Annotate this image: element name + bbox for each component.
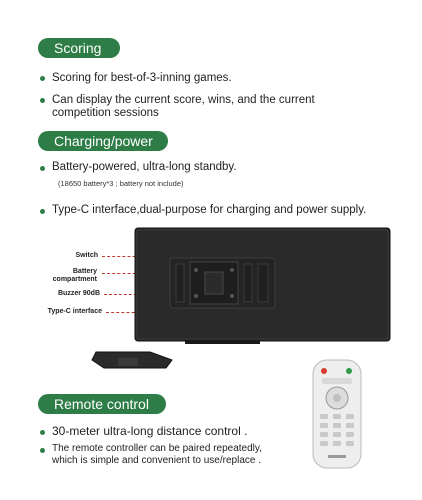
scoring-bullet-2-line-2: competition sessions <box>52 107 159 119</box>
section-title-charging: Charging/power <box>38 131 168 151</box>
scoring-bullet-2-line-1: Can display the current score, wins, and the current <box>52 94 315 106</box>
remote-bullet-2-line-1: The remote controller can be paired repeatedly, <box>52 443 262 454</box>
charging-bullet-2: Type-C interface,dual-purpose for charging and power supply. <box>52 204 367 216</box>
section-title-remote: Remote control <box>38 394 166 414</box>
remote-bullet-1: 30-meter ultra-long distance control . <box>52 424 248 438</box>
label-buzzer: Buzzer 90dB <box>57 290 100 297</box>
charging-bullet-1: Battery-powered, ultra-long standby. <box>52 161 237 173</box>
remote-bullet-2-line-2: which is simple and convenient to use/replace . <box>52 455 262 466</box>
bullet-dot <box>40 448 45 453</box>
label-switch: Switch <box>75 252 98 259</box>
battery-note: (18650 battery*3 ; battery not include) <box>58 179 184 188</box>
bullet-dot <box>40 430 45 435</box>
section-title-scoring: Scoring <box>38 38 120 58</box>
label-battery-line-1: Battery <box>72 268 97 275</box>
scoring-bullet-1: Scoring for best-of-3-inning games. <box>52 72 232 84</box>
label-battery-line-2: compartment <box>52 276 97 283</box>
label-typec: Type-C interface <box>47 308 102 315</box>
